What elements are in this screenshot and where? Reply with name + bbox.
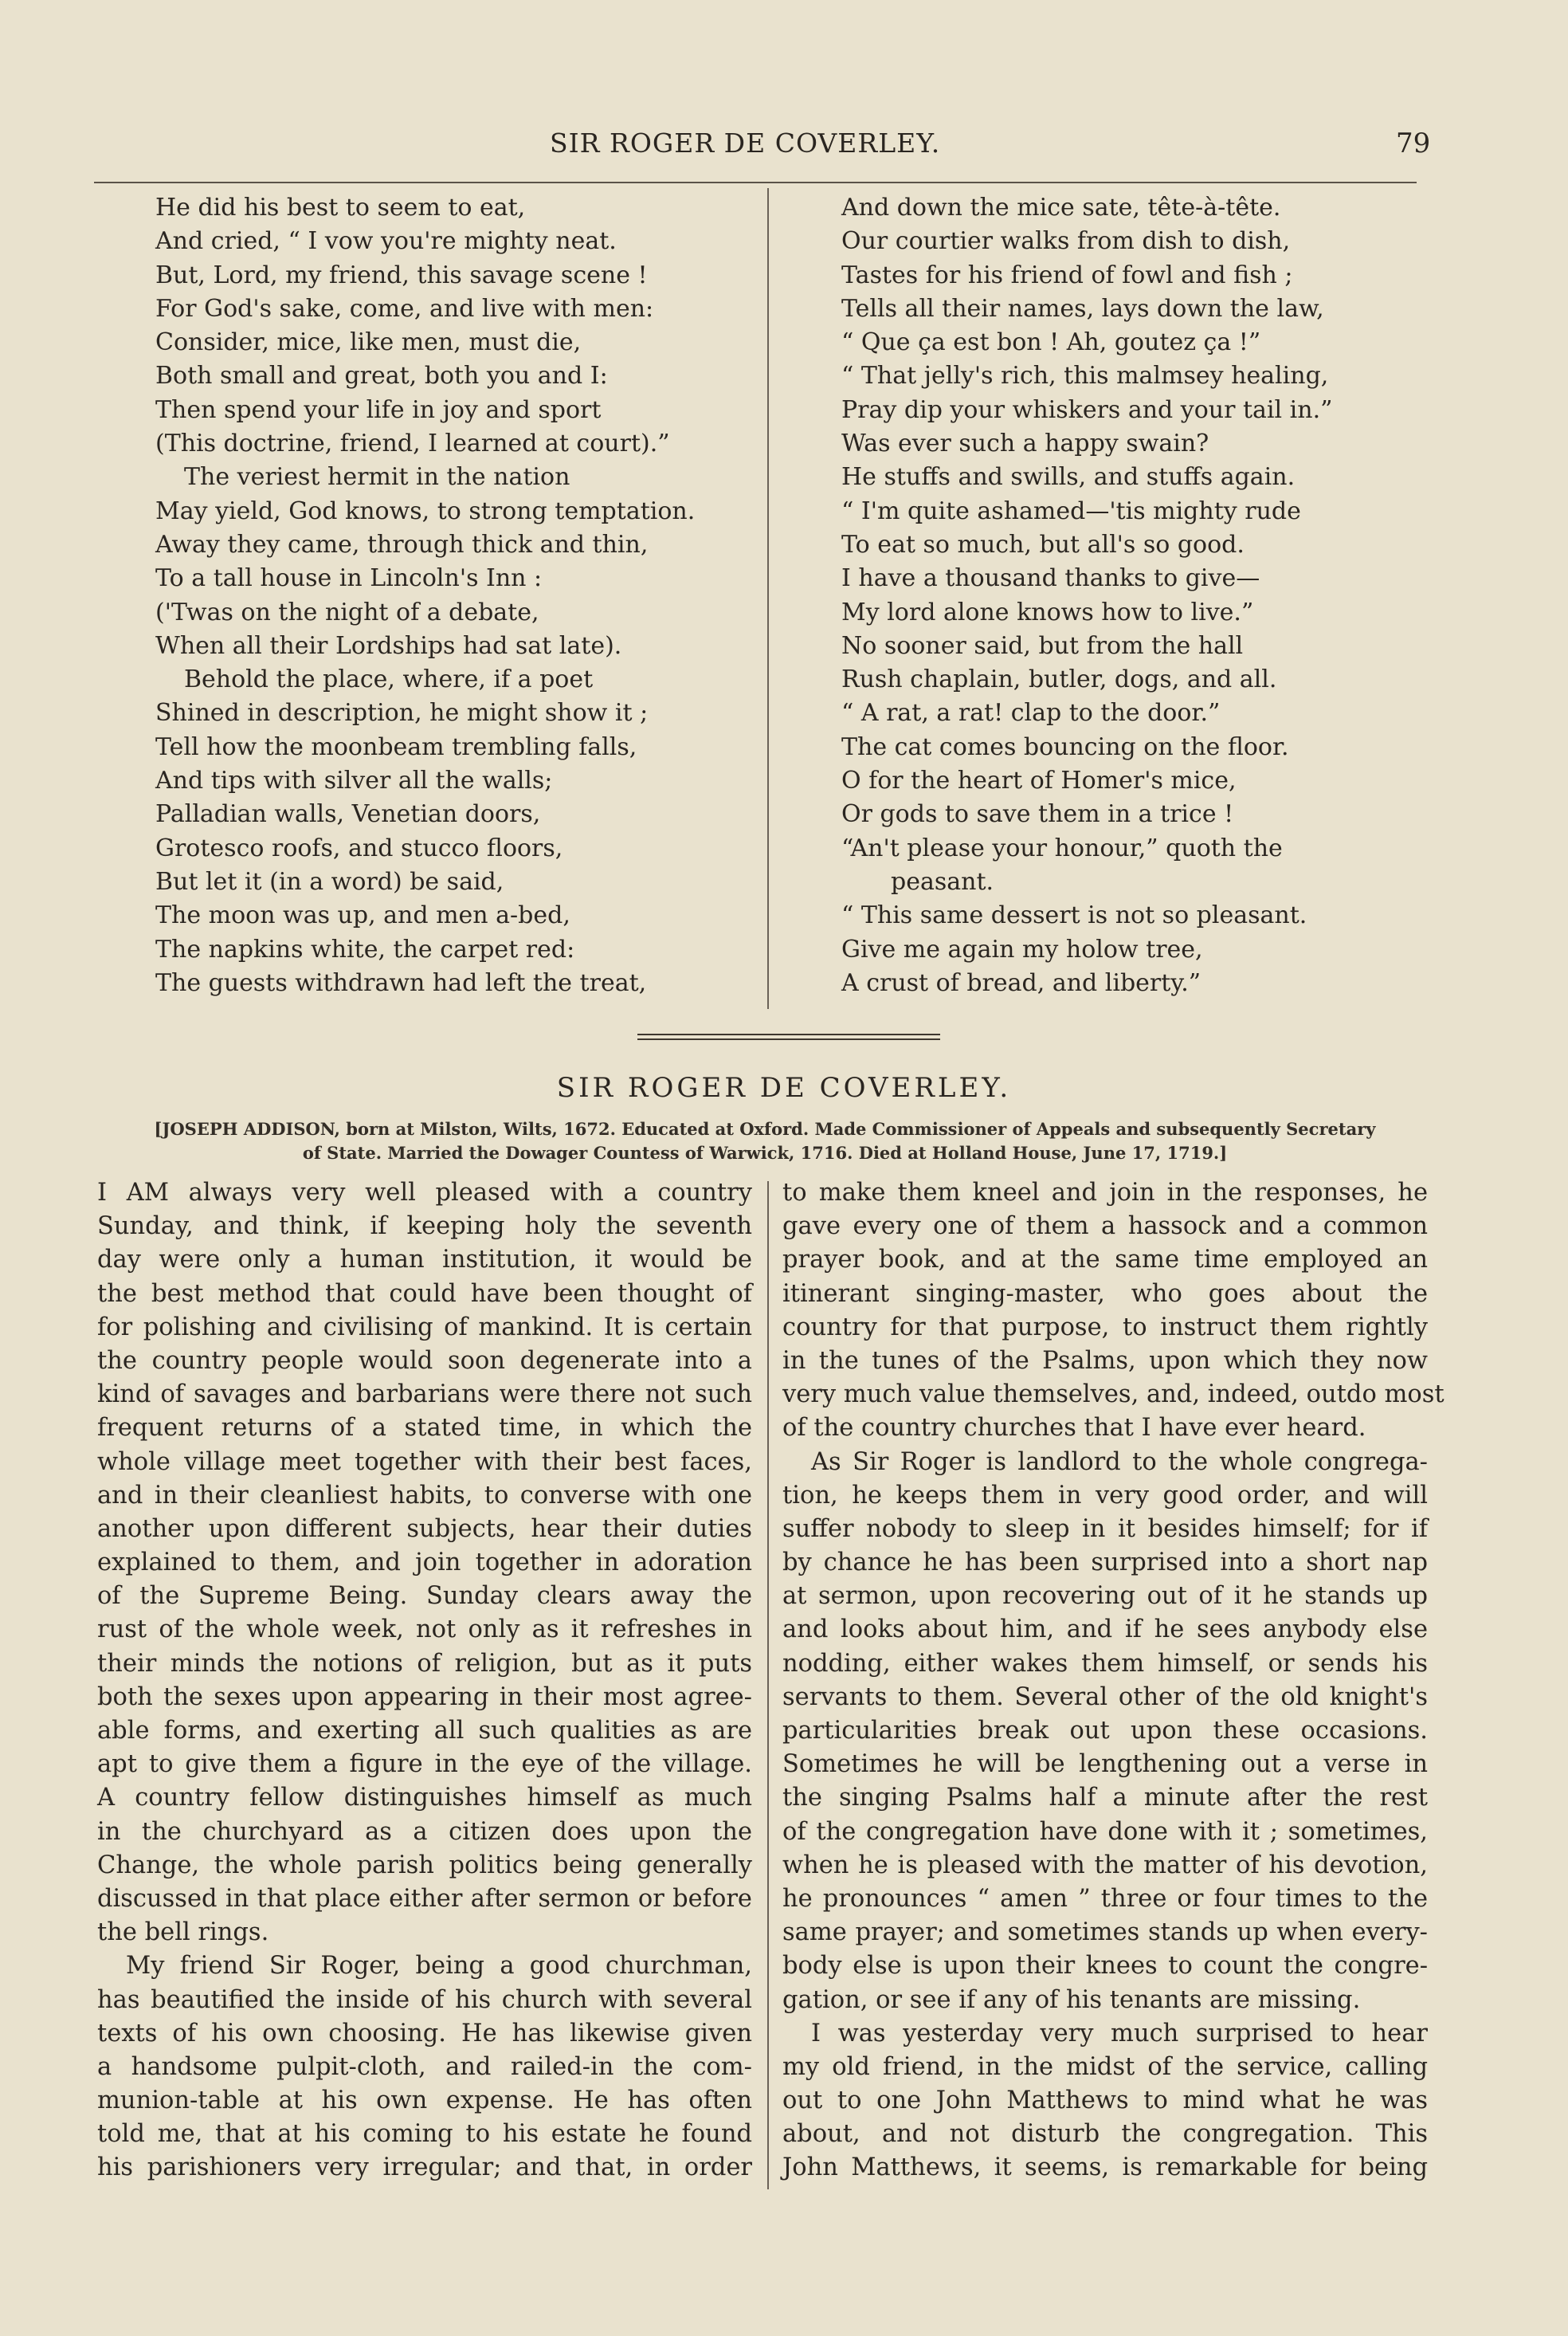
poem-line: Then spend your life in joy and sport — [155, 395, 602, 424]
text-line: the singing Psalms half a minute after the rest — [782, 1784, 1428, 1812]
text-line: I AM always very well pleased with a country — [97, 1179, 752, 1207]
text-line: As Sir Roger is landlord to the whole congrega- — [811, 1447, 1428, 1476]
poem-line: “ I'm quite ashamed—'tis mighty rude — [841, 497, 1301, 525]
article-right-column — [782, 1176, 1445, 2185]
poem-left-column — [155, 191, 695, 1000]
poem-line: Palladian walls, Venetian doors, — [155, 800, 541, 829]
text-line: told me, that at his coming to his estate he found — [97, 2120, 752, 2149]
text-line: servants to them. Several other of the old knight's — [782, 1682, 1428, 1711]
poem-line: Or gods to save them in a trice ! — [841, 800, 1234, 829]
text-line: prayer book, and at the same time employed an — [782, 1246, 1428, 1274]
poem-line: Our courtier walks from dish to dish, — [841, 227, 1291, 256]
poem-line: Behold the place, where, if a poet — [184, 665, 594, 694]
text-line: itinerant singing-master, who goes about the — [782, 1279, 1428, 1308]
text-line: to make them kneel and join in the responses, he — [782, 1179, 1428, 1207]
text-line: my old friend, in the midst of the service, calling — [782, 2052, 1428, 2081]
text-line: A country fellow distinguishes himself as much — [97, 1784, 752, 1812]
text-line: apt to give them a figure in the eye of the village. — [97, 1750, 752, 1779]
article-left-column — [97, 1176, 752, 2185]
poem-line: Grotesco roofs, and stucco floors, — [155, 834, 563, 862]
poem-line: peasant. — [891, 867, 994, 896]
poem-line: My lord alone knows how to live.” — [841, 598, 1254, 626]
text-line: I was yesterday very much surprised to hear — [811, 2019, 1428, 2047]
author-bio — [96, 1117, 1434, 1165]
poem-line: To eat so much, but all's so good. — [841, 530, 1245, 559]
text-line: in the churchyard as a citizen does upon the — [97, 1817, 752, 1846]
text-line: gation, or see if any of his tenants are missing. — [782, 1985, 1361, 2014]
text-line: Sometimes he will be lengthening out a verse in — [782, 1750, 1428, 1779]
poem-line: I have a thousand thanks to give— — [841, 564, 1260, 593]
poem-line: “ That jelly's rich, this malmsey healing, — [841, 362, 1329, 391]
text-line: very much value themselves, and, indeed, outdo most — [782, 1380, 1445, 1409]
text-line: John Matthews, it seems, is remarkable for being — [782, 2153, 1428, 2182]
poem-line: The napkins white, the carpet red: — [155, 935, 575, 964]
poem-line: He did his best to seem to eat, — [155, 194, 526, 222]
poem-line: “ This same dessert is not so pleasant. — [841, 901, 1307, 930]
header-rule — [94, 182, 1417, 183]
poem-line: Tell how the moonbeam trembling falls, — [155, 732, 637, 761]
text-line: both the sexes upon appearing in their most agree- — [97, 1682, 752, 1711]
text-line: of the country churches that I have ever heard. — [782, 1414, 1366, 1443]
poem-line: O for the heart of Homer's mice, — [841, 767, 1237, 795]
poem-line: Pray dip your whiskers and your tail in.” — [841, 395, 1333, 424]
poem-line: May yield, God knows, to strong temptation. — [155, 497, 696, 525]
text-line: same prayer; and sometimes stands up when every- — [782, 1918, 1428, 1947]
text-line: of the congregation have done with it ; sometimes, — [782, 1817, 1428, 1846]
author-bio-line: [JOSEPH ADDISON, born at Milston, Wilts, 1672. Educated at Oxford. Made Commissioner of Appeals and subsequently Secretary — [154, 1119, 1376, 1139]
poem-line: Consider, mice, like men, must die, — [155, 328, 582, 357]
text-line: for polishing and civilising of mankind. It is certain — [97, 1313, 752, 1341]
poem-line: “An't please your honour,” quoth the — [841, 834, 1283, 862]
text-line: kind of savages and barbarians were there not such — [97, 1380, 752, 1409]
article-column-divider — [767, 1181, 769, 2189]
text-line: he pronounces “ amen ” three or four times to the — [782, 1884, 1428, 1913]
text-line: when he is pleased with the matter of his devotion, — [782, 1851, 1428, 1879]
poem-line: (This doctrine, friend, I learned at court).” — [155, 430, 670, 458]
poem-line: He stuffs and swills, and stuffs again. — [841, 463, 1296, 492]
poem-line: And cried, “ I vow you're mighty neat. — [155, 227, 617, 256]
text-line: out to one John Matthews to mind what he was — [782, 2087, 1428, 2115]
poem-line: The guests withdrawn had left the treat, — [155, 968, 647, 997]
text-line: day were only a human institution, it would be — [97, 1246, 752, 1274]
text-line: and in their cleanliest habits, to converse with one — [97, 1481, 752, 1510]
poem-line: But let it (in a word) be said, — [155, 867, 504, 896]
poem-line: The moon was up, and men a-bed, — [155, 901, 570, 930]
poem-line: Give me again my holow tree, — [841, 935, 1203, 964]
text-line: of the Supreme Being. Sunday clears away the — [97, 1582, 752, 1611]
poem-right-column — [841, 191, 1332, 1000]
text-line: tion, he keeps them in very good order, and will — [782, 1481, 1428, 1510]
section-separator-rule — [637, 1034, 940, 1035]
text-line: the best method that could have been thought of — [97, 1279, 752, 1308]
poem-line: But, Lord, my friend, this savage scene ! — [155, 261, 648, 289]
poem-line: Rush chaplain, butler, dogs, and all. — [841, 665, 1277, 694]
poem-line: For God's sake, come, and live with men: — [155, 294, 654, 323]
text-line: their minds the notions of religion, but as it puts — [97, 1649, 752, 1678]
section-separator-rule — [637, 1038, 940, 1040]
text-line: Sunday, and think, if keeping holy the seventh — [97, 1212, 752, 1241]
poem-line: The veriest hermit in the nation — [184, 463, 570, 492]
text-line: a handsome pulpit-cloth, and railed-in the com- — [97, 2052, 752, 2081]
text-line: and looks about him, and if he sees anybody else — [782, 1616, 1428, 1644]
text-line: gave every one of them a hassock and a common — [782, 1212, 1428, 1241]
poem-line: No sooner said, but from the hall — [841, 631, 1244, 660]
poem-line: The cat comes bouncing on the floor. — [841, 732, 1289, 761]
text-line: at sermon, upon recovering out of it he stands up — [782, 1582, 1428, 1611]
poem-line: To a tall house in Lincoln's Inn : — [155, 564, 543, 593]
running-head — [0, 128, 1568, 167]
text-line: nodding, either wakes them himself, or sends his — [782, 1649, 1428, 1678]
text-line: suffer nobody to sleep in it besides himself; for if — [782, 1514, 1428, 1543]
text-line: in the tunes of the Psalms, upon which they now — [782, 1346, 1428, 1375]
article-title: SIR ROGER DE COVERLEY. — [556, 1072, 1012, 1104]
poem-line: Away they came, through thick and thin, — [155, 530, 649, 559]
poem-line: Tells all their names, lays down the law, — [841, 294, 1324, 323]
text-line: able forms, and exerting all such qualities as are — [97, 1717, 752, 1745]
text-line: munion-table at his own expense. He has often — [97, 2087, 752, 2115]
text-line: country for that purpose, to instruct them rightly — [782, 1313, 1428, 1341]
poem-line: Was ever such a happy swain? — [841, 430, 1209, 458]
poem-column-divider — [767, 188, 769, 1009]
text-line: rust of the whole week, not only as it refreshes in — [97, 1616, 752, 1644]
poem-line: And down the mice sate, tête-à-tête. — [841, 194, 1281, 222]
text-line: discussed in that place either after sermon or before — [97, 1884, 752, 1913]
text-line: his parishioners very irregular; and that, in order — [97, 2153, 752, 2182]
text-line: whole village meet together with their best faces, — [97, 1447, 752, 1476]
poem-line: “ A rat, a rat! clap to the door.” — [841, 699, 1221, 728]
text-line: the country people would soon degenerate into a — [97, 1346, 752, 1375]
text-line: My friend Sir Roger, being a good churchman, — [126, 1952, 752, 1981]
text-line: Change, the whole parish politics being generally — [97, 1851, 752, 1879]
poem-line: And tips with silver all the walls; — [155, 767, 553, 795]
text-line: has beautified the inside of his church with several — [97, 1985, 752, 2014]
poem-line: ('Twas on the night of a debate, — [155, 598, 539, 626]
running-title: SIR ROGER DE COVERLEY. — [550, 128, 941, 159]
text-line: texts of his own choosing. He has likewise given — [97, 2019, 752, 2047]
text-line: body else is upon their knees to count the congre- — [782, 1952, 1428, 1981]
poem-line: Shined in description, he might show it ; — [155, 699, 649, 728]
text-line: particularities break out upon these occasions. — [782, 1717, 1428, 1745]
poem-line: A crust of bread, and liberty.” — [841, 968, 1201, 997]
text-line: the bell rings. — [97, 1918, 269, 1947]
text-line: another upon different subjects, hear their duties — [97, 1514, 752, 1543]
author-bio-line: of State. Married the Dowager Countess of Warwick, 1716. Died at Holland House, June 17, 1719.] — [302, 1143, 1228, 1163]
text-line: explained to them, and join together in adoration — [97, 1549, 752, 1577]
text-line: by chance he has been surprised into a short nap — [782, 1549, 1428, 1577]
page-number: 79 — [1396, 128, 1431, 159]
text-line: frequent returns of a stated time, in which the — [97, 1414, 752, 1443]
text-line: about, and not disturb the congregation. This — [782, 2120, 1428, 2149]
poem-line: When all their Lordships had sat late). — [155, 631, 622, 660]
poem-line: “ Que ça est bon ! Ah, goutez ça !” — [841, 328, 1261, 357]
poem-line: Tastes for his friend of fowl and fish ; — [841, 261, 1293, 289]
poem-line: Both small and great, both you and I: — [155, 362, 608, 391]
